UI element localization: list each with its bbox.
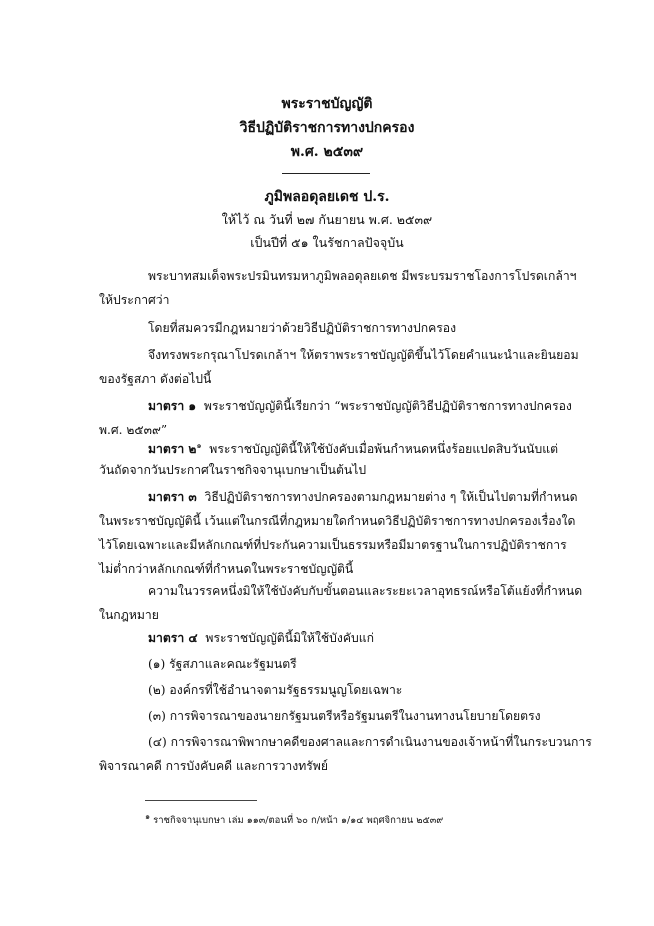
section-1-line1: [148, 398, 572, 414]
act-name: วิธีปฏิบัติราชการทางปกครอง: [239, 120, 415, 136]
section-4-item-3: (๓) การพิจารณาของนายกรัฐมนตรีหรือรัฐมนตรีในงานทางนโยบายโดยตรง: [148, 709, 541, 723]
section-3-label: มาตรา ๓: [148, 490, 197, 504]
preamble-p3-line2: ของรัฐสภา ดังต่อไปนี้: [99, 372, 212, 386]
section-3-line2: ในพระราชบัญญัตินี้ เว้นแต่ในกรณีที่กฎหมายใดกำหนดวิธีปฏิบัติราชการทางปกครองเรื่องใด: [99, 514, 576, 528]
section-4-item-4-line1: (๔) การพิจารณาพิพากษาคดีของศาลและการดำเนินงานของเจ้าหน้าที่ในกระบวนการ: [148, 735, 592, 749]
footnote: [145, 810, 443, 828]
preamble-p1-line2: ให้ประกาศว่า: [99, 293, 170, 307]
section-2-line2: วันถัดจากวันประกาศในราชกิจจานุเบกษาเป็นต้นไป: [99, 463, 367, 477]
section-3-text: วิธีปฏิบัติราชการทางปกครองตามกฎหมายต่าง ๆ ให้เป็นไปตามที่กำหนด: [204, 490, 578, 504]
section-4-text: พระราชบัญญัตินี้มิให้ใช้บังคับแก่: [205, 631, 374, 645]
footnote-marker: ๑: [145, 812, 151, 821]
section-3-line3: ไว้โดยเฉพาะและมีหลักเกณฑ์ที่ประกันความเป็นธรรมหรือมีมาตรฐานในการปฏิบัติราชการ: [99, 538, 567, 552]
section-2-text: พระราชบัญญัตินี้ให้ใช้บังคับเมื่อพ้นกำหนดหนึ่งร้อยแปดสิบวันนับแต่: [209, 442, 559, 457]
section-2-line1: [148, 438, 558, 457]
footnote-ref: ๑: [196, 441, 202, 450]
reign-year: เป็นปีที่ ๕๑ ในรัชกาลปัจจุบัน: [250, 235, 404, 250]
preamble-p3-line1: จึงทรงพระกรุณาโปรดเกล้าฯ ให้ตราพระราชบัญญัติขึ้นไว้โดยคำแนะนำและยินยอม: [148, 348, 579, 362]
king-name: ภูมิพลอดุลยเดช ป.ร.: [264, 189, 390, 205]
preamble-p1-line1: พระบาทสมเด็จพระปรมินทรมหาภูมิพลอดุลยเดช มีพระบรมราชโองการโปรดเกล้าฯ: [148, 269, 577, 283]
section-1-line2: พ.ศ. ๒๕๓๙”: [99, 423, 168, 437]
footnote-text: ราชกิจจานุเบกษา เล่ม ๑๑๓/ตอนที่ ๖๐ ก/หน้า ๑/๑๔ พฤศจิกายน ๒๕๓๙: [153, 815, 444, 827]
title-divider: [282, 173, 370, 174]
section-3-line1: [148, 489, 578, 505]
section-4-item-1: (๑) รัฐสภาและคณะรัฐมนตรี: [148, 657, 297, 671]
section-3-p2-line1: ความในวรรคหนึ่งมิให้ใช้บังคับกับขั้นตอนและระยะเวลาอุทธรณ์หรือโต้แย้งที่กำหนด: [148, 584, 583, 598]
section-3-p2-line2: ในกฎหมาย: [99, 608, 159, 622]
section-3-line4: ไม่ต่ำกว่าหลักเกณฑ์ที่กำหนดในพระราชบัญญัตินี้: [99, 562, 354, 576]
section-1-text: พระราชบัญญัตินี้เรียกว่า “พระราชบัญญัติวิธีปฏิบัติราชการทางปกครอง: [203, 399, 572, 413]
act-title: พระราชบัญญัติ: [281, 96, 373, 112]
given-date: ให้ไว้ ณ วันที่ ๒๗ กันยายน พ.ศ. ๒๕๓๙: [221, 212, 433, 227]
section-4-item-2: (๒) องค์กรที่ใช้อำนาจตามรัฐธรรมนูญโดยเฉพาะ: [148, 683, 403, 697]
section-4-intro: [148, 630, 374, 646]
section-1-label: มาตรา ๑: [148, 399, 197, 413]
section-4-label: มาตรา ๔: [148, 631, 198, 645]
section-2-label: มาตรา ๒: [148, 442, 197, 457]
act-year: พ.ศ. ๒๕๓๙: [290, 144, 364, 160]
footnote-divider: [145, 800, 257, 801]
preamble-p2: โดยที่สมควรมีกฎหมายว่าด้วยวิธีปฏิบัติราชการทางปกครอง: [148, 321, 457, 335]
section-4-item-4-line2: พิจารณาคดี การบังคับคดี และการวางทรัพย์: [99, 759, 328, 773]
